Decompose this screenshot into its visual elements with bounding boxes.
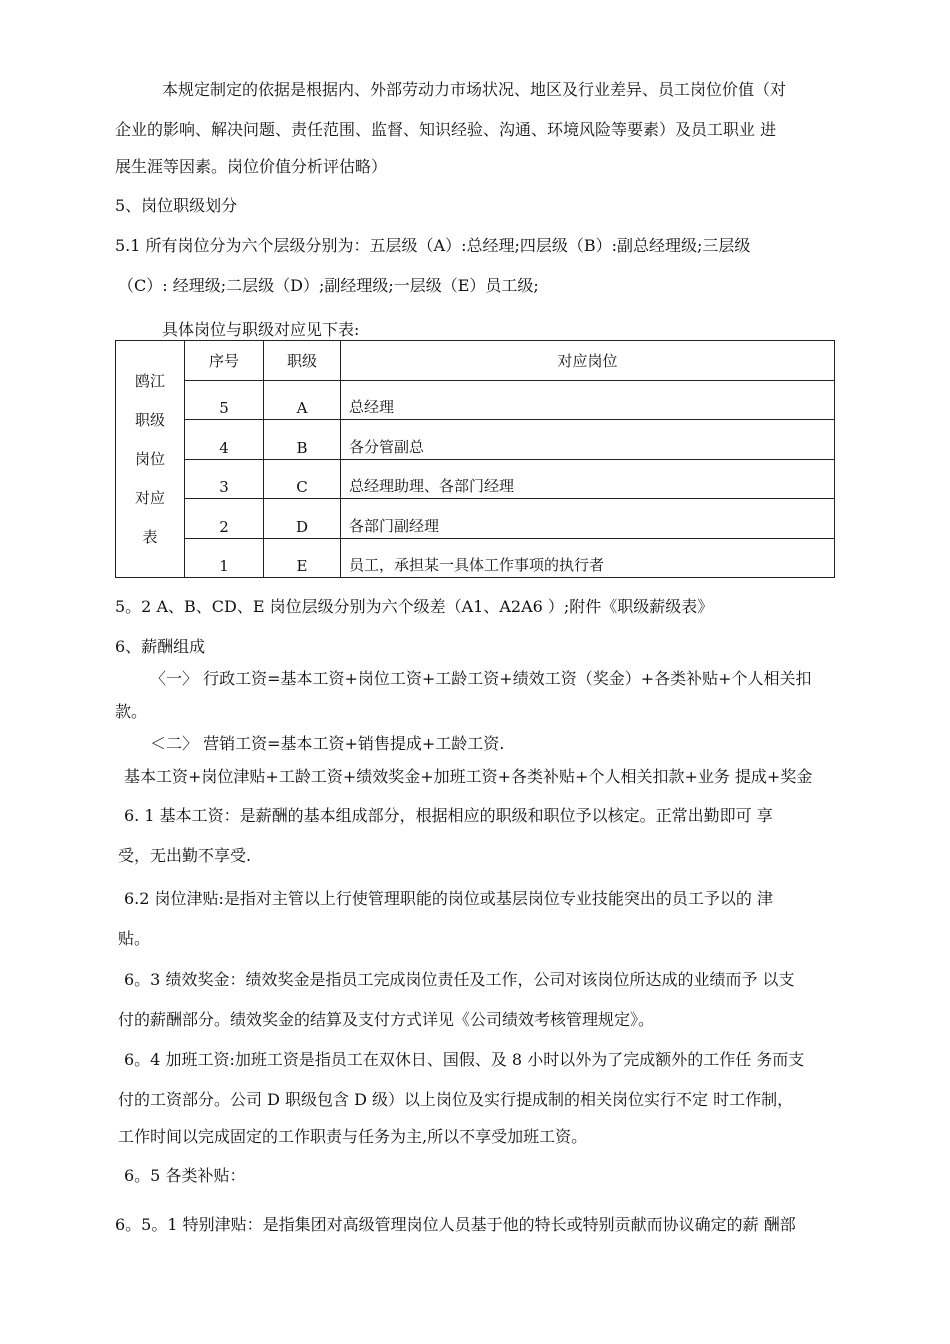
paragraph-line: 6.2 岗位津贴:是指对主管以上行使管理职能的岗位或基层岗位专业技能突出的员工予以的 津 — [124, 889, 774, 908]
header-level: 职级 — [264, 341, 341, 381]
paragraph-line: 展生涯等因素。岗位价值分析评估略） — [115, 157, 388, 176]
section-heading: 6、薪酬组成 — [115, 637, 206, 656]
cell-seq: 5 — [185, 380, 264, 420]
header-post: 对应岗位 — [341, 341, 835, 381]
paragraph-line: 6. 1 基本工资：是薪酬的基本组成部分，根据相应的职级和职位予以核定。正常出勤即可 享 — [124, 806, 773, 825]
cell-level: E — [264, 538, 341, 578]
table-row — [116, 499, 835, 539]
cell-level: A — [264, 380, 341, 420]
section-heading: 5、岗位职级划分 — [115, 196, 238, 215]
paragraph-line: 6。3 绩效奖金：绩效奖金是指员工完成岗位责任及工作，公司对该岗位所达成的业绩而予 以支 — [124, 970, 795, 989]
side-label-line: 职级 — [134, 410, 165, 429]
cell-level: B — [264, 420, 341, 460]
header-seq: 序号 — [185, 341, 264, 381]
cell-post: 总经理助理、各部门经理 — [341, 459, 835, 499]
side-label-line: 鸥江 — [134, 371, 165, 390]
paragraph-line: 本规定制定的依据是根据内、外部劳动力市场状况、地区及行业差异、员工岗位价值（对 — [162, 80, 787, 99]
cell-level: D — [264, 499, 341, 539]
side-label-line: 对应 — [134, 488, 165, 507]
paragraph-line: 受，无出勤不享受. — [118, 846, 252, 865]
table-row — [116, 459, 835, 499]
table-side-label — [116, 341, 185, 578]
cell-post: 员工，承担某一具体工作事项的执行者 — [341, 538, 835, 578]
paragraph-line: 付的工资部分。公司 D 职级包含 D 级）以上岗位及实行提成制的相关岗位实行不定 时工作制， — [118, 1090, 794, 1109]
cell-level: C — [264, 459, 341, 499]
table-row — [116, 420, 835, 460]
table-row — [116, 538, 835, 578]
cell-seq: 3 — [185, 459, 264, 499]
paragraph-line: 6。4 加班工资:加班工资是指员工在双休日、国假、及 8 小时以外为了完成额外的工作任 务而支 — [124, 1050, 805, 1069]
paragraph-line: 贴。 — [118, 929, 151, 948]
table-row — [116, 380, 835, 420]
paragraph-line: 款。 — [115, 702, 148, 721]
paragraph-line: 基本工资+岗位津贴+工龄工资+绩效奖金+加班工资+各类补贴+个人相关扣款+业务 提成+奖金 — [124, 767, 813, 786]
cell-seq: 1 — [185, 538, 264, 578]
paragraph-line: 付的薪酬部分。绩效奖金的结算及支付方式详见《公司绩效考核管理规定》。 — [118, 1010, 655, 1029]
cell-post: 各部门副经理 — [341, 499, 835, 539]
cell-post: 总经理 — [341, 380, 835, 420]
paragraph-line: 工作时间以完成固定的工作职责与任务为主,所以不享受加班工资。 — [118, 1127, 588, 1146]
paragraph-line: （C）: 经理级;二层级（D）;副经理级;一层级（E）员工级; — [118, 276, 539, 295]
paragraph-line: 5.1 所有岗位分为六个层级分别为：五层级（A）:总经理;四层级（B）:副总经理级;三层级 — [115, 236, 751, 255]
table-caption: 具体岗位与职级对应见下表: — [162, 320, 360, 339]
paragraph-line: 〈一〉 行政工资=基本工资+岗位工资+工龄工资+绩效工资（奖金）+各类补贴+个人相关扣 — [150, 669, 812, 688]
paragraph-line: ＜二〉 营销工资=基本工资+销售提成+工龄工资. — [150, 734, 505, 753]
paragraph-line: 企业的影响、解决问题、责任范围、监督、知识经验、沟通、环境风险等要素）及员工职业 进 — [115, 120, 777, 139]
cell-seq: 4 — [185, 420, 264, 460]
grade-position-table — [115, 340, 835, 578]
side-label-line: 岗位 — [134, 449, 165, 468]
cell-post: 各分管副总 — [341, 420, 835, 460]
paragraph-line: 5。2 A、B、CD、E 岗位层级分别为六个级差（A1、A2A6 ）;附件《职级薪级表》 — [115, 597, 714, 616]
section-heading: 6。5 各类补贴： — [124, 1166, 246, 1185]
cell-seq: 2 — [185, 499, 264, 539]
side-label-line: 表 — [142, 527, 158, 546]
paragraph-line: 6。5。1 特别津贴：是指集团对高级管理岗位人员基于他的特长或特别贡献而协议确定的薪 酬部 — [115, 1215, 796, 1234]
